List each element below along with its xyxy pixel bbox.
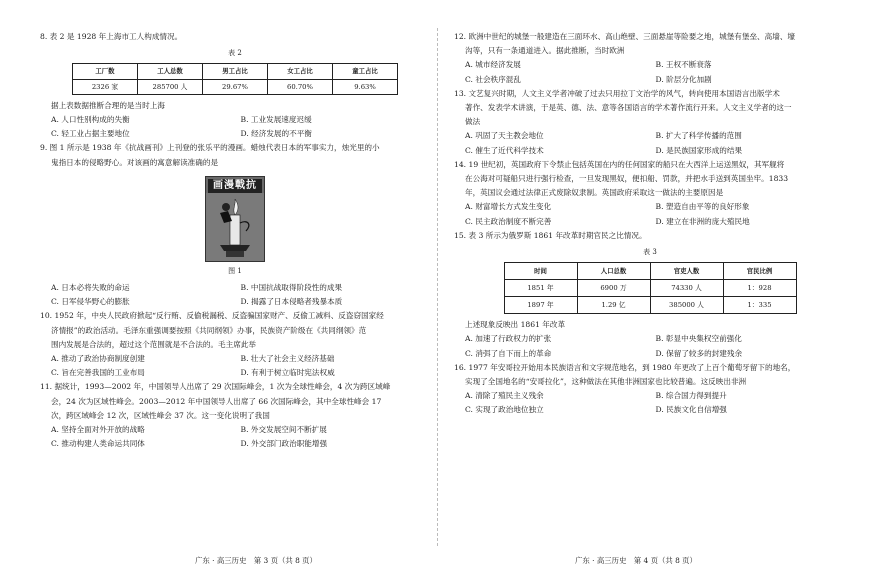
question-10-line-3: 围内发展是合法的，超过这个范围就是不合法的。毛主席此举 bbox=[51, 339, 257, 349]
option-d[interactable]: D. 保留了较多的封建残余 bbox=[655, 348, 743, 358]
option-a[interactable]: A. 加速了行政权力的扩张 bbox=[465, 334, 552, 344]
option-c[interactable]: C. 实现了政治地位独立 bbox=[465, 405, 544, 415]
page-4-column bbox=[454, 30, 846, 418]
option-a[interactable]: A. 推动了政治协商制度创建 bbox=[51, 354, 145, 364]
question-11-line-3: 次，跨区域峰会 12 次，区域性峰会 37 次。这一变化说明了我国 bbox=[51, 410, 270, 420]
table-2-caption: 表 2 bbox=[228, 49, 242, 58]
question-16 bbox=[454, 361, 846, 418]
option-b[interactable]: B. 外交发展空间不断扩展 bbox=[240, 425, 327, 435]
question-15-prompt: 上述现象反映出 1861 年改革 bbox=[465, 320, 566, 330]
table-header: 时间 bbox=[504, 263, 577, 280]
option-d[interactable]: D. 有利于树立临时宪法权威 bbox=[240, 368, 335, 378]
table-header: 工人总数 bbox=[138, 64, 203, 79]
candle-cartoon-illustration bbox=[206, 193, 264, 261]
option-c[interactable]: C. 旨在完善我国的工业布局 bbox=[51, 368, 145, 378]
table-row bbox=[504, 297, 796, 314]
option-d[interactable]: D. 民族文化自信增强 bbox=[655, 405, 727, 415]
option-b[interactable]: B. 王权不断衰落 bbox=[655, 60, 712, 70]
cartoon-figure-image bbox=[205, 176, 265, 262]
table-row bbox=[504, 280, 796, 297]
table-cell: 2326 家 bbox=[73, 79, 138, 94]
table-cell: 385000 人 bbox=[650, 297, 723, 314]
question-10 bbox=[40, 309, 430, 380]
question-13-line-2: 著作、发表学术讲演，于是英、德、法、意等各国语言的学术著作流行开来。人文主义学者的这一 bbox=[465, 103, 792, 113]
table-header: 男工占比 bbox=[203, 64, 268, 79]
table-cell: 1：335 bbox=[723, 297, 796, 314]
question-13-line-3: 做法 bbox=[465, 117, 481, 127]
option-b[interactable]: B. 塑造自由平等的良好形象 bbox=[655, 202, 750, 212]
table-3 bbox=[504, 262, 797, 314]
question-9-stem-line-2: 鬼指日本的侵略野心。对该画的寓意解读准确的是 bbox=[51, 157, 219, 167]
question-10-line-1: 10. 1952 年，中央人民政府掀起“反行贿、反偷税漏税、反盗骗国家财产、反偷工减料、反盗窃国家经 bbox=[40, 311, 384, 321]
table-3-caption: 表 3 bbox=[643, 248, 657, 257]
question-12-line-1: 12. 欧洲中世纪的城堡一般建造在三面环水、高山绝壁、三面悬崖等险要之地，城堡有堡垒、高墙、壕 bbox=[454, 32, 796, 41]
question-12 bbox=[454, 30, 846, 87]
question-9-options bbox=[40, 281, 430, 309]
question-14-line-2: 在公海对可疑船只进行强行检查，一旦发现黑奴，便扣船、罚款，并把水手送到英国坐牢。1833 bbox=[465, 174, 789, 184]
page-footer-left: 广东 · 高三历史 第 3 页（共 8 页） bbox=[195, 556, 317, 565]
question-13-line-1: 13. 文艺复兴时期，人文主义学者冲破了过去只用拉丁文治学的风气，转向使用本国语言出版学术 bbox=[454, 88, 780, 98]
option-a[interactable]: A. 巩固了天主教会地位 bbox=[465, 131, 544, 141]
option-a[interactable]: A. 城市经济发展 bbox=[465, 60, 521, 70]
table-header: 童工占比 bbox=[333, 64, 398, 79]
option-b[interactable]: B. 工业发展速度迟缓 bbox=[240, 115, 312, 125]
option-d[interactable]: D. 阶层分化加剧 bbox=[655, 74, 712, 84]
option-d[interactable]: D. 外交部门政治职能增强 bbox=[240, 439, 328, 449]
question-9 bbox=[40, 141, 430, 309]
question-14 bbox=[454, 158, 846, 229]
table-header-row bbox=[73, 64, 398, 79]
question-8-options bbox=[40, 113, 430, 141]
question-13-options bbox=[454, 129, 846, 157]
page-3-column bbox=[40, 30, 430, 451]
table-cell: 9.63% bbox=[333, 79, 398, 94]
option-c[interactable]: C. 催生了近代科学技术 bbox=[465, 145, 544, 155]
column-divider bbox=[437, 28, 438, 546]
option-b[interactable]: B. 壮大了社会主义经济基础 bbox=[240, 354, 335, 364]
question-11-line-2: 会，24 次为区域性峰会。2003—2012 年中国领导人出席了 66 次国际峰会，其中全球性峰会 17 bbox=[51, 396, 382, 406]
question-8-stem: 8. 表 2 是 1928 年上海市工人构成情况。 bbox=[40, 32, 183, 41]
table-header-row bbox=[504, 263, 796, 280]
question-16-line-1: 16. 1977 年安哥拉开始用本民族语言和文字规范地名，到 1980 年更改了上百个葡萄牙留下的地名， bbox=[454, 362, 796, 372]
question-15 bbox=[454, 229, 846, 361]
question-15-options bbox=[454, 332, 846, 360]
question-8 bbox=[40, 30, 430, 141]
question-16-options bbox=[454, 389, 846, 417]
question-11-line-1: 11. 据统计，1993—2002 年，中国领导人出席了 29 次国际峰会，1 次为全球性峰会，4 次为跨区域峰 bbox=[40, 382, 391, 392]
table-header: 工厂数 bbox=[73, 64, 138, 79]
option-b[interactable]: B. 综合国力得到提升 bbox=[655, 391, 727, 401]
question-10-options bbox=[40, 352, 430, 380]
question-16-line-2: 实现了全国地名的“安哥拉化”，这种做法在其他非洲国家也比较普遍。这反映出非洲 bbox=[465, 377, 747, 387]
table-cell: 74330 人 bbox=[650, 280, 723, 297]
table-header: 官民比例 bbox=[723, 263, 796, 280]
option-c[interactable]: C. 社会秩序混乱 bbox=[465, 74, 521, 84]
question-14-options bbox=[454, 200, 846, 228]
option-a[interactable]: A. 财富增长方式发生变化 bbox=[465, 202, 552, 212]
option-d[interactable]: D. 经济发展的不平衡 bbox=[240, 129, 312, 139]
question-13 bbox=[454, 87, 846, 158]
question-14-line-1: 14. 19 世纪初，英国政府下令禁止包括英国在内的任何国家的船只在大西洋上运送黑奴，其军舰将 bbox=[454, 159, 785, 169]
table-cell: 1：928 bbox=[723, 280, 796, 297]
table-row bbox=[73, 79, 398, 94]
table-cell: 1897 年 bbox=[504, 297, 577, 314]
page-footer-right: 广东 · 高三历史 第 4 页（共 8 页） bbox=[575, 556, 697, 565]
option-b[interactable]: B. 扩大了科学传播的范围 bbox=[655, 131, 742, 141]
poster-title: 画漫戰抗 bbox=[208, 179, 262, 193]
option-c[interactable]: C. 推动构建人类命运共同体 bbox=[51, 439, 145, 449]
table-2 bbox=[72, 63, 398, 94]
option-b[interactable]: B. 彰显中央集权空前强化 bbox=[655, 334, 742, 344]
option-d[interactable]: D. 建立在非洲的庞大殖民地 bbox=[655, 216, 750, 226]
question-9-stem-line-1: 9. 图 1 所示是 1938 年《抗战画刊》上刊登的张乐平的漫画。蜡烛代表日本的军事实力，烛光里的小 bbox=[40, 143, 380, 153]
table-header: 官吏人数 bbox=[650, 263, 723, 280]
figure-1-caption: 图 1 bbox=[228, 266, 242, 275]
question-10-line-2: 济情报”的政治活动。毛泽东重强调要按照《共同纲领》办事，民族资产阶级在《共同纲领》范 bbox=[51, 325, 367, 335]
table-cell: 60.70% bbox=[268, 79, 333, 94]
question-8-prompt: 据上表数据推断合理的是当时上海 bbox=[51, 100, 165, 110]
option-b[interactable]: B. 中国抗战取得阶段性的成果 bbox=[240, 283, 343, 293]
table-header: 女工占比 bbox=[268, 64, 333, 79]
table-cell: 285700 人 bbox=[138, 79, 203, 94]
question-15-stem: 15. 表 3 所示为俄罗斯 1861 年改革时期官民之比情况。 bbox=[454, 230, 647, 240]
option-d[interactable]: D. 揭露了日本侵略者残暴本质 bbox=[240, 297, 343, 307]
table-cell: 1851 年 bbox=[504, 280, 577, 297]
table-cell: 29.67% bbox=[203, 79, 268, 94]
option-a[interactable]: A. 人口性别构成的失衡 bbox=[51, 115, 130, 125]
option-a[interactable]: A. 坚持全面对外开放的战略 bbox=[51, 425, 145, 435]
table-header: 人口总数 bbox=[577, 263, 650, 280]
option-c[interactable]: C. 轻工业占据主要地位 bbox=[51, 129, 130, 139]
option-c[interactable]: C. 民主政治制度不断完善 bbox=[465, 216, 552, 226]
question-11 bbox=[40, 380, 430, 451]
question-12-line-2: 沟等，只有一条通道进入。据此推断，当时欧洲 bbox=[465, 46, 625, 56]
question-11-options bbox=[40, 423, 430, 451]
question-12-options bbox=[454, 58, 846, 86]
question-14-line-3: 年，英国议会通过法律正式废除奴隶制。英国政府采取这一做法的主要原因是 bbox=[465, 188, 724, 198]
option-a[interactable]: A. 日本必将失败的命运 bbox=[51, 283, 130, 293]
option-d[interactable]: D. 是民族国家形成的结果 bbox=[655, 145, 743, 155]
table-cell: 1.29 亿 bbox=[577, 297, 650, 314]
option-c[interactable]: C. 日军侵华野心的膨胀 bbox=[51, 297, 130, 307]
table-cell: 6900 万 bbox=[577, 280, 650, 297]
option-c[interactable]: C. 消弭了自下而上的革命 bbox=[465, 348, 552, 358]
option-a[interactable]: A. 清除了殖民主义残余 bbox=[465, 391, 544, 401]
